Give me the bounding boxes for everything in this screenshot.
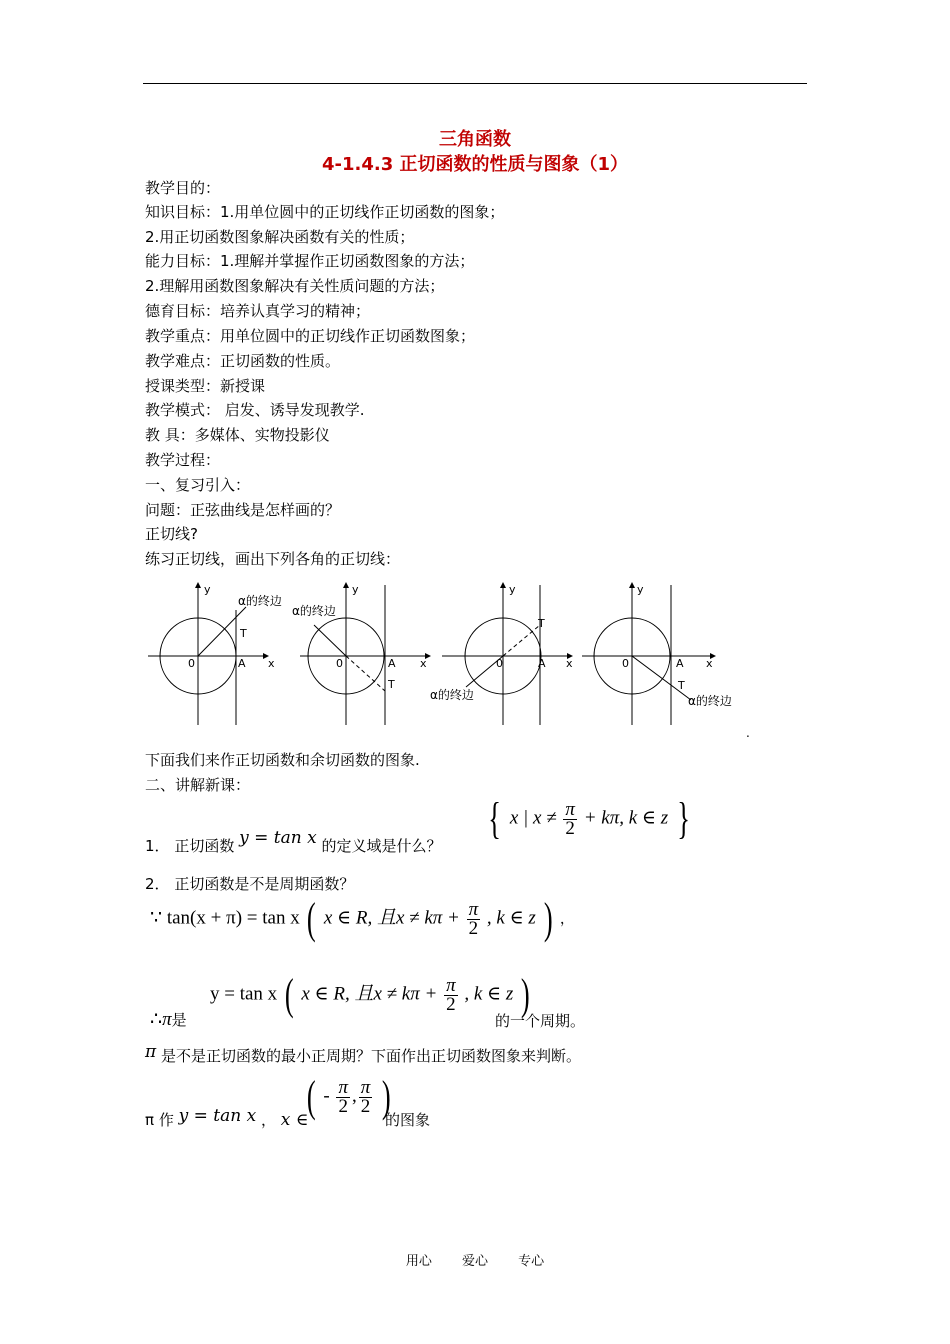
fraction: $\frac{\pi}{2}$: [360, 1076, 371, 1117]
point-a-label: A: [538, 657, 546, 670]
point-a-label: A: [388, 657, 396, 670]
point-t-label: T: [678, 679, 685, 692]
question-text: 正切函数是不是周期函数？: [174, 875, 355, 893]
origin-label: 0: [496, 657, 503, 670]
text-line: 授课类型：新授课: [145, 377, 266, 395]
math-expression: tan(x + π) = tan x: [166, 907, 300, 929]
question-number: 2．: [145, 875, 170, 893]
text-line: 二、讲解新课：: [145, 776, 251, 794]
page-footer: 用心 爱心 专心: [405, 1254, 545, 1269]
math-expression: x ∈: [280, 1110, 309, 1130]
text-line: 教学难点：正切函数的性质。: [145, 352, 341, 370]
text-line: 德育目标：培养认真学习的精神；: [145, 302, 371, 320]
question-2: [145, 874, 354, 894]
question-1: [145, 828, 442, 856]
math-expression: x ∈ R, 且x ≠ kπ +: [301, 983, 438, 1005]
fraction: $\frac{\pi}{2}$: [338, 1076, 349, 1117]
text-line: 练习正切线，画出下列各角的正切线：: [145, 550, 401, 568]
question-pi: π 是不是正切函数的最小正周期？下面作出正切函数图象来判断。: [145, 1042, 581, 1065]
text-line: 问题：正弦曲线是怎样画的？: [145, 501, 341, 519]
text-line: 教 具：多媒体、实物投影仪: [145, 426, 330, 444]
point-a-label: A: [238, 657, 246, 670]
math-expression: y = tan x: [239, 828, 317, 848]
text-line: 教学模式： 启发、诱导发现教学.: [145, 401, 365, 419]
point-t-label: T: [240, 627, 247, 640]
terminal-side-label: α的终边: [238, 594, 282, 608]
math-expression: + kπ, k ∈ z: [583, 807, 669, 829]
text-line: 下面我们来作正切函数和余切函数的图象.: [145, 751, 420, 769]
point-a-label: A: [676, 657, 684, 670]
question-text: 的图象: [385, 1111, 431, 1129]
trailing-dot: .: [746, 726, 750, 740]
question-text: 正切函数: [174, 837, 235, 855]
terminal-side-label: α的终边: [430, 688, 474, 702]
math-expression: y = tan x: [178, 1106, 257, 1126]
math-expression: y = tan x: [210, 983, 278, 1005]
point-t-label: T: [388, 678, 395, 691]
interval: ( - $\frac{\pi}{2}$ , $\frac{\pi}{2}$ ): [306, 1072, 391, 1121]
math-expression: x ∈ R, 且x ≠ kπ +: [323, 907, 460, 929]
y-axis-label: y: [509, 583, 516, 596]
text-line: 教学重点：用单位圆中的正切线作正切函数图象；: [145, 327, 476, 345]
text-line: 2.用正切函数图象解决函数有关的性质；: [145, 228, 415, 246]
fraction: $\frac{\pi}{2}$: [446, 974, 456, 1015]
text-line: 正切线?: [145, 525, 198, 543]
text-line: 一、复习引入：: [145, 476, 251, 494]
domain-set: { x | x ≠ $\frac{\pi}{2}$ + kπ, k ∈ z }: [488, 794, 690, 843]
question-text: 的定义域是什么？: [321, 837, 442, 855]
text-line: 教学过程：: [145, 451, 221, 469]
x-axis-label: x: [566, 657, 573, 670]
y-axis-label: y: [352, 583, 359, 596]
math-expression: x | x ≠: [509, 807, 557, 829]
since-statement: ∵ tan(x + π) = tan x ( x ∈ R, 且x ≠ kπ + $\frac{\pi}{2}$ , k ∈ z ) ，: [150, 894, 574, 943]
text-line: 知识目标：1.用单位圆中的正切线作正切函数的图象；: [145, 203, 505, 221]
y-axis-label: y: [637, 583, 644, 596]
origin-label: 0: [188, 657, 195, 670]
origin-label: 0: [622, 657, 629, 670]
document-subtitle: 4-1.4.3 正切函数的性质与图象（1）: [321, 154, 629, 175]
question-number: 1．: [145, 837, 170, 855]
question-3: π 作 y = tan x ， x ∈: [145, 1106, 309, 1130]
text-line: 能力目标：1.理解并掌握作正切函数图象的方法；: [145, 252, 475, 270]
x-axis-label: x: [268, 657, 275, 670]
figure-3: [442, 583, 572, 725]
text-line: 2.理解用函数图象解决有关性质问题的方法；: [145, 277, 445, 295]
terminal-side-label: α的终边: [688, 694, 732, 708]
y-axis-label: y: [204, 583, 211, 596]
tangent-line-figures: [140, 575, 760, 740]
point-t-label: T: [538, 617, 545, 630]
fraction: $\frac{\pi}{2}$: [565, 798, 575, 839]
text-line: 教学目的：: [145, 179, 221, 197]
question-number: π: [145, 1111, 155, 1129]
fraction: $\frac{\pi}{2}$: [468, 898, 479, 939]
document-title: 三角函数: [439, 129, 511, 150]
origin-label: 0: [336, 657, 343, 670]
x-axis-label: x: [420, 657, 427, 670]
terminal-side-label: α的终边: [292, 604, 336, 618]
x-axis-label: x: [706, 657, 713, 670]
header-rule: [143, 83, 807, 84]
